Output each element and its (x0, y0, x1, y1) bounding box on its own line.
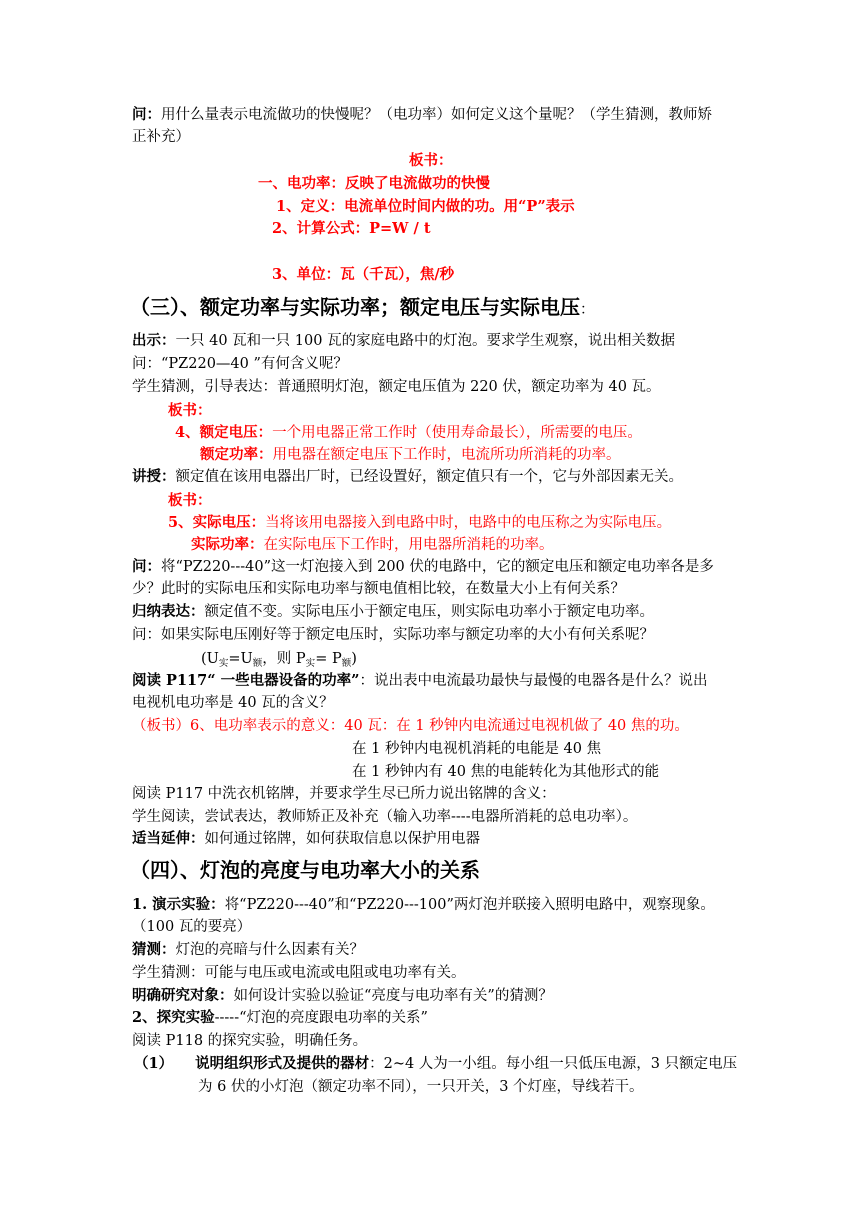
line-guess-1: 学生猜测，引导表达：普通照明灯泡，额定电压值为 220 伏，额定功率为 40 瓦。 (132, 379, 661, 395)
line-meaning-3: 在 1 秒钟内有 40 焦的电能转化为其他形式的能 (352, 764, 660, 780)
board-actual-voltage: 5、实际电压：当将该用电器接入到电路中时，电路中的电压称之为实际电压。 (168, 514, 672, 531)
line-question-3-cont: 少？此时的实际电压和实际电功率与额电值相比较，在数量大小上有何关系？ (132, 581, 625, 597)
line-question-1: 问：用什么量表示电流做功的快慢呢？（电功率）如何定义这个量呢？（学生猜测，教师矫 (132, 106, 712, 123)
line-read-p118: 阅读 P118 的探究实验，明确任务。 (132, 1033, 368, 1049)
board-heading-1: 一、电功率：反映了电流做功的快慢 (258, 175, 490, 192)
board-rated-voltage: 4、额定电压：一个用电器正常工作时（使用寿命最长），所需要的电压。 (175, 424, 642, 441)
board-item-definition: 1、定义：电流单位时间内做的功。用“P”表示 (276, 198, 575, 215)
board-label-2: 板书： (168, 402, 212, 419)
board-item-unit: 3、单位：瓦（千瓦），焦/秒 (272, 266, 455, 283)
board-item-formula: 2、计算公式：P=W / t (272, 220, 431, 237)
line-read-p117: 阅读 P117“ 一些电器设备的功率”：说出表中电流最功最快与最慢的电器各是什么？说出 (132, 672, 708, 689)
line-summary: 归纳表达：额定值不变。实际电压小于额定电压，则实际电功率小于额定电功率。 (132, 603, 654, 620)
line-demo: 1. 演示实验：将“PZ220---40”和“PZ220---100”两灯泡并联接入照明电路中，观察现象。 (132, 896, 715, 913)
board-actual-power: 实际功率：在实际电压下工作时，用电器所消耗的功率。 (191, 536, 554, 553)
line-extension: 适当延伸：如何通过铭牌，如何获取信息以保护用电器 (132, 830, 480, 847)
line-item-1: （1） 说明组织形式及提供的器材：2~4 人为一小组。每小组一只低压电源，3 只额定电压 (134, 1055, 738, 1072)
section-heading-3: （三）、额定功率与实际功率；额定电压与实际电压： (130, 295, 595, 319)
board-rated-power: 额定功率：用电器在额定电压下工作时，电流所功所消耗的功率。 (200, 446, 621, 463)
board-label: 板书： (409, 152, 453, 169)
line-meaning-2: 在 1 秒钟内电视机消耗的电能是 40 焦 (352, 741, 602, 757)
section-heading-4: （四）、灯泡的亮度与电功率大小的关系 (130, 858, 480, 882)
line-student-guess: 学生猜测：可能与电压或电流或电阻或电功率有关。 (132, 965, 466, 981)
line-question-2: 问：“PZ220—40 ”有何含义呢？ (132, 356, 348, 372)
line-item-1-cont: 为 6 伏的小灯泡（额定功率不同），一只开关，3 个灯座，导线若干。 (198, 1079, 644, 1095)
line-question-1-cont: 正补充） (132, 129, 190, 145)
line-lecture: 讲授：额定值在该用电器出厂时，已经设置好，额定值只有一个，它与外部因素无关。 (132, 468, 683, 485)
line-show: 出示：一只 40 瓦和一只 100 瓦的家庭电路中的灯泡。要求学生观察，说出相关数据 (132, 332, 676, 349)
line-guess-2: 猜测：灯泡的亮暗与什么因素有关？ (132, 941, 364, 958)
line-explore: 2、探究实验-----“灯泡的亮度跟电功率的关系” (132, 1009, 428, 1026)
line-demo-cont: （100 瓦的要亮） (132, 919, 252, 935)
line-question-3: 问：将“PZ220---40”这一灯泡接入到 200 伏的电路中，它的额定电压和额定电功率各是多 (132, 558, 714, 575)
line-read-p117-cont: 电视机电功率是 40 瓦的含义？ (132, 695, 334, 711)
line-washer-plate: 阅读 P117 中洗衣机铭牌，并要求学生尽已所力说出铭牌的含义： (132, 786, 556, 802)
line-question-4: 问：如果实际电压刚好等于额定电压时，实际功率与额定功率的大小有何关系呢？ (132, 627, 654, 643)
board-label-3: 板书： (168, 492, 212, 509)
line-research-object: 明确研究对象：如何设计实验以验证“亮度与电功率有关”的猜测？ (132, 987, 553, 1004)
line-student-read: 学生阅读，尝试表达，教师矫正及补充（输入功率----电器所消耗的总电功率）。 (132, 809, 638, 825)
board-meaning: （板书）6、电功率表示的意义：40 瓦：在 1 秒钟内电流通过电视机做了 40 焦的功。 (132, 718, 689, 734)
formula-equal: ($U_实=U_额$，则 $P_实= P_额$) (201, 651, 357, 669)
